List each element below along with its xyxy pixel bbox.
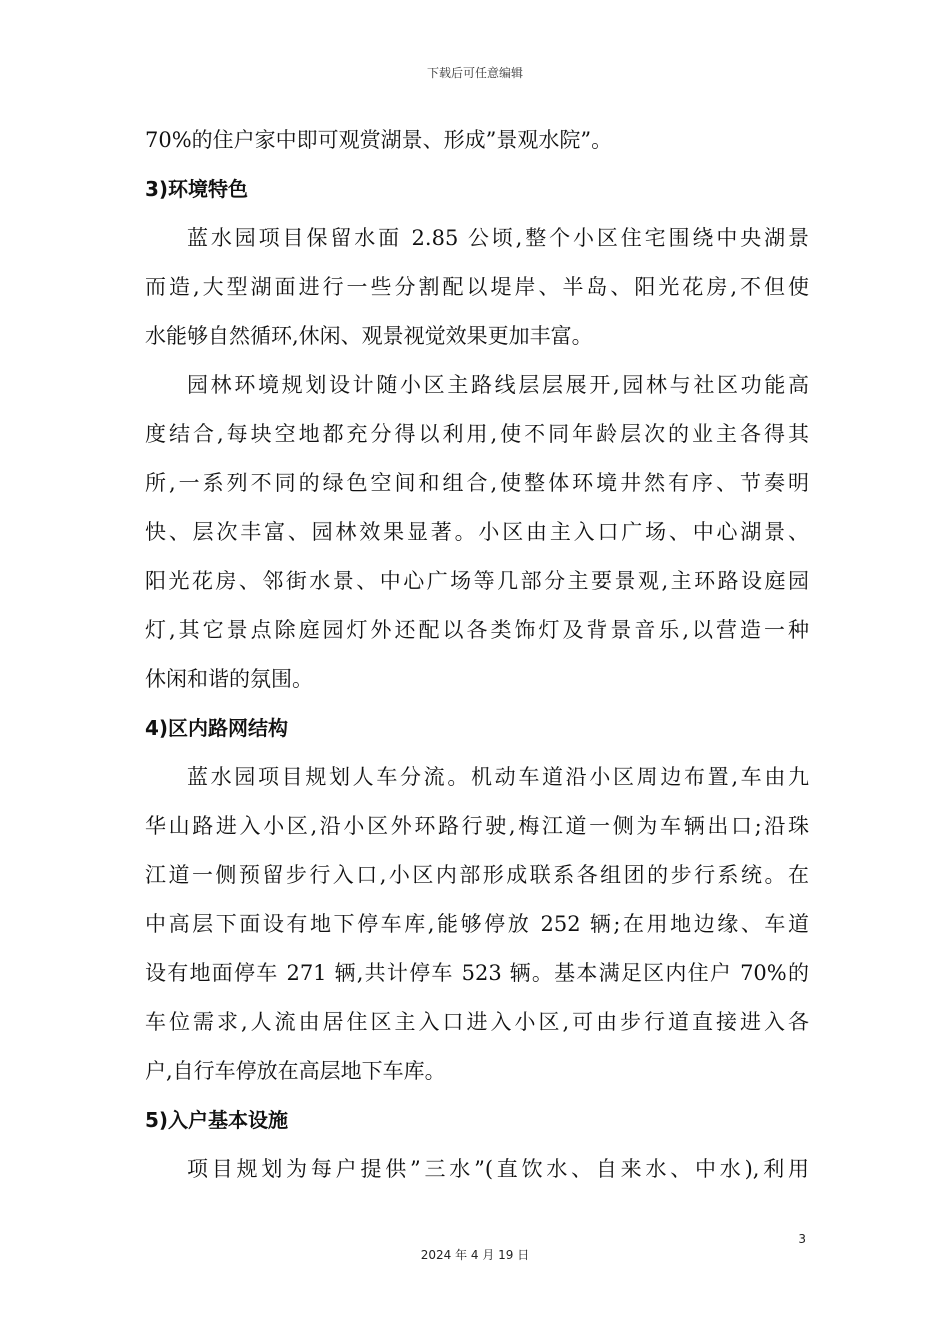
body-line: 园林环境规划设计随小区主路线层层展开,园林与社区功能高	[187, 373, 809, 397]
body-line: 蓝水园项目保留水面 2.85 公顷,整个小区住宅围绕中央湖景	[187, 226, 809, 250]
body-line: 设有地面停车 271 辆,共计停车 523 辆。基本满足区内住户 70%的	[145, 961, 809, 985]
body-line: 水能够自然循环,休闲、观景视觉效果更加丰富。	[145, 324, 593, 348]
body-line: 度结合,每块空地都充分得以利用,使不同年龄层次的业主各得其	[145, 422, 809, 446]
body-line: 华山路进入小区,沿小区外环路行驶,梅江道一侧为车辆出口;沿珠	[145, 814, 809, 838]
body-line: 灯,其它景点除庭园灯外还配以各类饰灯及背景音乐,以营造一种	[145, 618, 809, 642]
body-line: 户,自行车停放在高层地下车库。	[145, 1059, 446, 1083]
section-heading-road-network: 4)区内路网结构	[145, 716, 289, 740]
body-line: 江道一侧预留步行入口,小区内部形成联系各组团的步行系统。在	[145, 863, 809, 887]
page-header: 下载后可任意编辑	[426, 66, 523, 80]
document-body	[145, 116, 809, 1194]
footer-date: 2024 年 4 月 19 日	[420, 1248, 530, 1262]
body-line: 所,一系列不同的绿色空间和组合,使整体环境井然有序、节奏明	[145, 471, 809, 495]
body-line: 中高层下面设有地下停车库,能够停放 252 辆;在用地边缘、车道	[145, 912, 809, 936]
body-line: 休闲和谐的氛围。	[145, 667, 313, 691]
body-line: 蓝水园项目规划人车分流。机动车道沿小区周边布置,车由九	[187, 765, 809, 789]
body-line: 阳光花房、邻街水景、中心广场等几部分主要景观,主环路设庭园	[145, 569, 809, 593]
section-heading-environment: 3)环境特色	[145, 177, 249, 201]
body-line: 70%的住户家中即可观赏湖景、形成”景观水院”。	[145, 128, 613, 152]
body-line: 车位需求,人流由居住区主入口进入小区,可由步行道直接进入各	[145, 1010, 809, 1034]
body-line: 而造,大型湖面进行一些分割配以堤岸、半岛、阳光花房,不但使	[145, 275, 809, 299]
body-line: 快、层次丰富、园林效果显著。小区由主入口广场、中心湖景、	[145, 520, 809, 544]
page-number: 3	[798, 1232, 806, 1246]
body-line: 项目规划为每户提供”三水”(直饮水、自来水、中水),利用	[187, 1157, 809, 1181]
section-heading-household-facilities: 5)入户基本设施	[145, 1108, 289, 1132]
